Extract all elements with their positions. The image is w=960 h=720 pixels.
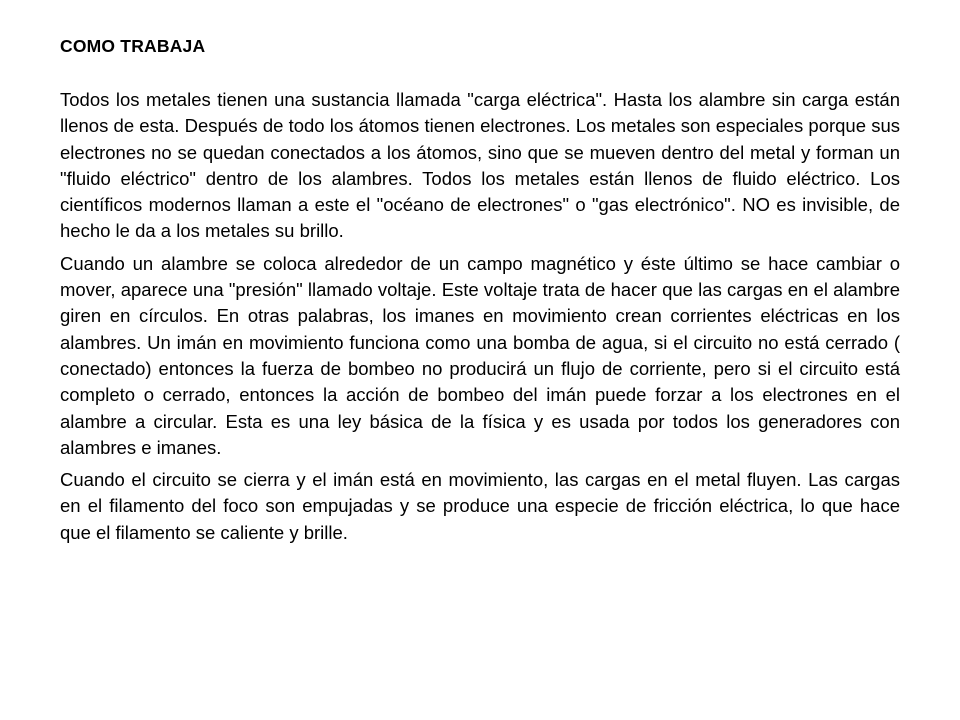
paragraph-2: Cuando un alambre se coloca alrededor de un campo magnético y éste último se hace cambiar o mover, aparece una "presión" llamado voltaje. Este voltaje trata de hacer que las cargas en el alambre giren en círculos. En otras palabras, los imanes en movimiento crean corrientes eléctricas en los alambres. Un imán en movimiento funciona como una bomba de agua, si el circuito no está cerrado ( conectado) entonces la fuerza de bombeo no producirá un flujo de corriente, pero si el circuito está completo o cerrado, entonces la acción de bombeo del imán puede forzar a los electrones en el alambre a circular. Esta es una ley básica de la física y es usada por todos los generadores con alambres e imanes. xyxy=(60,252,900,458)
paragraph-3: Cuando el circuito se cierra y el imán está en movimiento, las cargas en el metal fluyen. Las cargas en el filamento del foco son empujadas y se produce una especie de fricción eléctrica, lo que hace que el filamento se caliente y brille. xyxy=(60,469,900,543)
page-title: COMO TRABAJA xyxy=(60,36,206,56)
paragraph-1: Todos los metales tienen una sustancia llamada "carga eléctrica". Hasta los alambre sin carga están llenos de esta. Después de todo los átomos tienen electrones. Los metales son especiales porque sus electrones no se quedan conectados a los átomos, sino que se mueven dentro del metal y forman un "fluido eléctrico" dentro de los alambres. Todos los metales están llenos de fluido eléctrico. Los científicos modernos llaman a este el "océano de electrones" o "gas electrónico". NO es invisible, de hecho le da a los metales su brillo. xyxy=(60,89,900,242)
slide-content xyxy=(60,34,900,546)
